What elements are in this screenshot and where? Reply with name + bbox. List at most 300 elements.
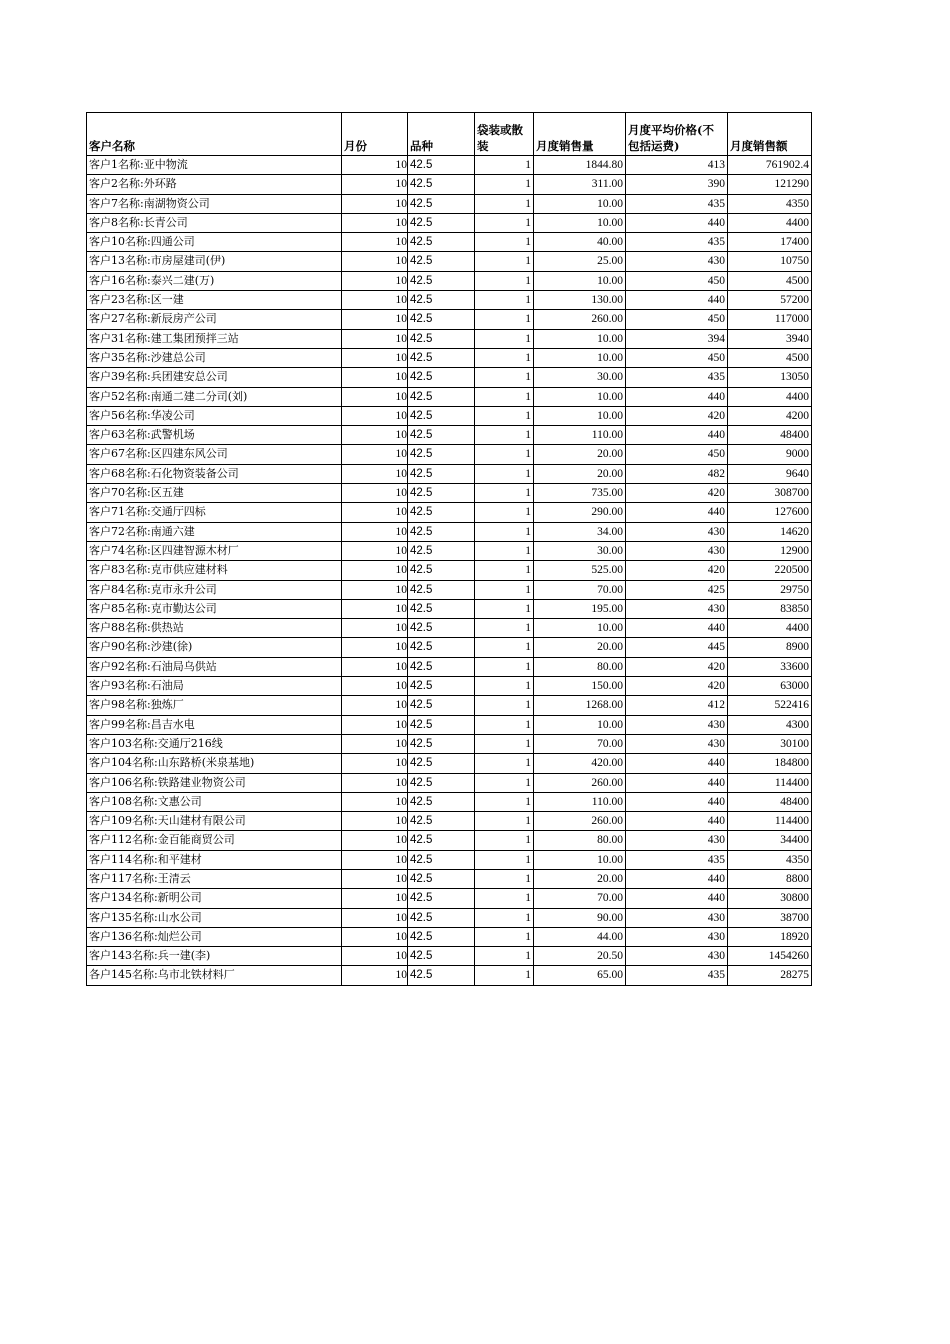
cell-customer: 各户145名称:乌市北铁材料厂 <box>87 966 342 985</box>
cell-month: 10 <box>342 619 408 638</box>
cell-month: 10 <box>342 252 408 271</box>
cell-customer: 客户109名称:天山建材有限公司 <box>87 812 342 831</box>
sales-table <box>86 112 812 986</box>
cell-packaging: 1 <box>475 561 534 580</box>
cell-variety: 42.5 <box>408 966 475 985</box>
cell-avg-price: 430 <box>626 831 728 850</box>
header-variety: 品种 <box>408 113 475 156</box>
cell-customer: 客户93名称:石油局 <box>87 677 342 696</box>
cell-volume: 20.00 <box>534 638 626 657</box>
cell-volume: 195.00 <box>534 599 626 618</box>
cell-packaging: 1 <box>475 619 534 638</box>
cell-packaging: 1 <box>475 696 534 715</box>
cell-customer: 客户85名称:克市勤达公司 <box>87 599 342 618</box>
cell-volume: 34.00 <box>534 522 626 541</box>
table-row <box>87 927 812 946</box>
header-month: 月份 <box>342 113 408 156</box>
cell-customer: 客户143名称:兵一建(李) <box>87 947 342 966</box>
cell-amount: 4300 <box>728 715 812 734</box>
cell-volume: 25.00 <box>534 252 626 271</box>
cell-month: 10 <box>342 329 408 348</box>
cell-amount: 38700 <box>728 908 812 927</box>
cell-customer: 客户31名称:建工集团预拌三站 <box>87 329 342 348</box>
cell-volume: 30.00 <box>534 368 626 387</box>
table-row <box>87 329 812 348</box>
cell-amount: 3940 <box>728 329 812 348</box>
cell-customer: 客户16名称:泰兴二建(万) <box>87 271 342 290</box>
cell-variety: 42.5 <box>408 657 475 676</box>
cell-avg-price: 420 <box>626 561 728 580</box>
cell-month: 10 <box>342 348 408 367</box>
cell-amount: 522416 <box>728 696 812 715</box>
cell-amount: 48400 <box>728 426 812 445</box>
cell-customer: 客户135名称:山水公司 <box>87 908 342 927</box>
cell-variety: 42.5 <box>408 484 475 503</box>
cell-amount: 4200 <box>728 406 812 425</box>
cell-month: 10 <box>342 175 408 194</box>
table-row <box>87 715 812 734</box>
cell-packaging: 1 <box>475 677 534 696</box>
cell-customer: 客户71名称:交通厅四标 <box>87 503 342 522</box>
cell-month: 10 <box>342 927 408 946</box>
cell-packaging: 1 <box>475 541 534 560</box>
cell-variety: 42.5 <box>408 908 475 927</box>
cell-avg-price: 413 <box>626 156 728 175</box>
cell-avg-price: 440 <box>626 792 728 811</box>
cell-month: 10 <box>342 599 408 618</box>
cell-avg-price: 435 <box>626 194 728 213</box>
cell-volume: 130.00 <box>534 291 626 310</box>
cell-variety: 42.5 <box>408 869 475 888</box>
cell-packaging: 1 <box>475 638 534 657</box>
cell-customer: 客户70名称:区五建 <box>87 484 342 503</box>
cell-customer: 客户112名称:金百能商贸公司 <box>87 831 342 850</box>
header-avg-price: 月度平均价格(不包括运费) <box>626 113 728 156</box>
cell-avg-price: 435 <box>626 966 728 985</box>
cell-month: 10 <box>342 831 408 850</box>
table-row <box>87 619 812 638</box>
cell-amount: 29750 <box>728 580 812 599</box>
cell-volume: 260.00 <box>534 310 626 329</box>
table-row <box>87 252 812 271</box>
cell-packaging: 1 <box>475 175 534 194</box>
cell-month: 10 <box>342 677 408 696</box>
cell-volume: 1844.80 <box>534 156 626 175</box>
cell-month: 10 <box>342 773 408 792</box>
cell-packaging: 1 <box>475 657 534 676</box>
cell-amount: 761902.4 <box>728 156 812 175</box>
cell-month: 10 <box>342 445 408 464</box>
cell-avg-price: 435 <box>626 850 728 869</box>
table-row <box>87 194 812 213</box>
cell-month: 10 <box>342 271 408 290</box>
cell-variety: 42.5 <box>408 387 475 406</box>
cell-amount: 48400 <box>728 792 812 811</box>
table-row <box>87 271 812 290</box>
cell-month: 10 <box>342 484 408 503</box>
cell-customer: 客户63名称:武警机场 <box>87 426 342 445</box>
cell-avg-price: 440 <box>626 889 728 908</box>
cell-month: 10 <box>342 194 408 213</box>
cell-customer: 客户27名称:新辰房产公司 <box>87 310 342 329</box>
cell-amount: 83850 <box>728 599 812 618</box>
cell-volume: 10.00 <box>534 715 626 734</box>
cell-volume: 110.00 <box>534 792 626 811</box>
cell-variety: 42.5 <box>408 754 475 773</box>
cell-volume: 10.00 <box>534 271 626 290</box>
cell-month: 10 <box>342 657 408 676</box>
cell-avg-price: 445 <box>626 638 728 657</box>
cell-month: 10 <box>342 850 408 869</box>
cell-volume: 150.00 <box>534 677 626 696</box>
cell-customer: 客户88名称:供热站 <box>87 619 342 638</box>
cell-packaging: 1 <box>475 503 534 522</box>
cell-avg-price: 440 <box>626 754 728 773</box>
cell-amount: 30800 <box>728 889 812 908</box>
cell-customer: 客户13名称:市房屋建司(伊) <box>87 252 342 271</box>
cell-volume: 735.00 <box>534 484 626 503</box>
cell-month: 10 <box>342 889 408 908</box>
table-row <box>87 734 812 753</box>
cell-amount: 1454260 <box>728 947 812 966</box>
cell-variety: 42.5 <box>408 677 475 696</box>
cell-avg-price: 430 <box>626 541 728 560</box>
table-row <box>87 657 812 676</box>
cell-month: 10 <box>342 213 408 232</box>
cell-avg-price: 440 <box>626 291 728 310</box>
cell-month: 10 <box>342 291 408 310</box>
cell-volume: 10.00 <box>534 194 626 213</box>
cell-month: 10 <box>342 387 408 406</box>
header-customer: 客户名称 <box>87 113 342 156</box>
cell-volume: 290.00 <box>534 503 626 522</box>
cell-volume: 80.00 <box>534 831 626 850</box>
cell-month: 10 <box>342 966 408 985</box>
cell-amount: 4400 <box>728 213 812 232</box>
cell-month: 10 <box>342 869 408 888</box>
cell-variety: 42.5 <box>408 792 475 811</box>
cell-packaging: 1 <box>475 329 534 348</box>
cell-volume: 20.00 <box>534 445 626 464</box>
cell-avg-price: 425 <box>626 580 728 599</box>
table-row <box>87 889 812 908</box>
cell-amount: 8900 <box>728 638 812 657</box>
cell-avg-price: 430 <box>626 927 728 946</box>
cell-customer: 客户90名称:沙建(徐) <box>87 638 342 657</box>
cell-avg-price: 430 <box>626 715 728 734</box>
cell-month: 10 <box>342 406 408 425</box>
cell-packaging: 1 <box>475 580 534 599</box>
table-row <box>87 387 812 406</box>
table-row <box>87 599 812 618</box>
cell-variety: 42.5 <box>408 213 475 232</box>
cell-variety: 42.5 <box>408 233 475 252</box>
cell-amount: 121290 <box>728 175 812 194</box>
cell-packaging: 1 <box>475 792 534 811</box>
cell-volume: 10.00 <box>534 213 626 232</box>
table-row <box>87 850 812 869</box>
cell-packaging: 1 <box>475 368 534 387</box>
cell-avg-price: 430 <box>626 734 728 753</box>
cell-volume: 90.00 <box>534 908 626 927</box>
table-row <box>87 947 812 966</box>
cell-customer: 客户98名称:独炼厂 <box>87 696 342 715</box>
cell-customer: 客户1名称:亚中物流 <box>87 156 342 175</box>
cell-packaging: 1 <box>475 445 534 464</box>
table-row <box>87 406 812 425</box>
cell-avg-price: 430 <box>626 522 728 541</box>
cell-month: 10 <box>342 580 408 599</box>
table-row <box>87 175 812 194</box>
cell-variety: 42.5 <box>408 734 475 753</box>
cell-volume: 20.00 <box>534 464 626 483</box>
header-volume: 月度销售量 <box>534 113 626 156</box>
cell-amount: 8800 <box>728 869 812 888</box>
table-row <box>87 696 812 715</box>
cell-packaging: 1 <box>475 812 534 831</box>
cell-volume: 1268.00 <box>534 696 626 715</box>
cell-packaging: 1 <box>475 426 534 445</box>
cell-avg-price: 450 <box>626 310 728 329</box>
cell-customer: 客户68名称:石化物资装备公司 <box>87 464 342 483</box>
cell-avg-price: 420 <box>626 484 728 503</box>
cell-variety: 42.5 <box>408 947 475 966</box>
table-row <box>87 561 812 580</box>
cell-avg-price: 420 <box>626 406 728 425</box>
cell-avg-price: 435 <box>626 233 728 252</box>
cell-avg-price: 440 <box>626 619 728 638</box>
cell-amount: 28275 <box>728 966 812 985</box>
cell-month: 10 <box>342 541 408 560</box>
table-row <box>87 831 812 850</box>
cell-customer: 客户56名称:华凌公司 <box>87 406 342 425</box>
cell-amount: 17400 <box>728 233 812 252</box>
cell-amount: 114400 <box>728 773 812 792</box>
cell-month: 10 <box>342 812 408 831</box>
cell-amount: 10750 <box>728 252 812 271</box>
cell-packaging: 1 <box>475 754 534 773</box>
cell-volume: 311.00 <box>534 175 626 194</box>
cell-avg-price: 440 <box>626 213 728 232</box>
cell-variety: 42.5 <box>408 194 475 213</box>
cell-variety: 42.5 <box>408 715 475 734</box>
cell-customer: 客户39名称:兵团建安总公司 <box>87 368 342 387</box>
cell-variety: 42.5 <box>408 175 475 194</box>
cell-amount: 308700 <box>728 484 812 503</box>
cell-volume: 420.00 <box>534 754 626 773</box>
cell-amount: 4350 <box>728 850 812 869</box>
cell-month: 10 <box>342 368 408 387</box>
cell-avg-price: 440 <box>626 387 728 406</box>
cell-variety: 42.5 <box>408 329 475 348</box>
cell-volume: 70.00 <box>534 734 626 753</box>
cell-packaging: 1 <box>475 927 534 946</box>
cell-amount: 4350 <box>728 194 812 213</box>
cell-variety: 42.5 <box>408 464 475 483</box>
cell-packaging: 1 <box>475 484 534 503</box>
table-row <box>87 773 812 792</box>
header-row <box>87 113 812 156</box>
cell-variety: 42.5 <box>408 310 475 329</box>
cell-variety: 42.5 <box>408 812 475 831</box>
cell-amount: 30100 <box>728 734 812 753</box>
cell-customer: 客户103名称:交通厅216线 <box>87 734 342 753</box>
table-row <box>87 310 812 329</box>
cell-month: 10 <box>342 696 408 715</box>
table-row <box>87 677 812 696</box>
cell-amount: 117000 <box>728 310 812 329</box>
cell-month: 10 <box>342 734 408 753</box>
cell-variety: 42.5 <box>408 348 475 367</box>
cell-packaging: 1 <box>475 850 534 869</box>
cell-packaging: 1 <box>475 464 534 483</box>
cell-volume: 260.00 <box>534 773 626 792</box>
cell-volume: 10.00 <box>534 387 626 406</box>
cell-variety: 42.5 <box>408 541 475 560</box>
cell-variety: 42.5 <box>408 580 475 599</box>
table-row <box>87 541 812 560</box>
cell-avg-price: 450 <box>626 348 728 367</box>
cell-variety: 42.5 <box>408 368 475 387</box>
cell-amount: 4500 <box>728 348 812 367</box>
cell-packaging: 1 <box>475 947 534 966</box>
cell-volume: 10.00 <box>534 406 626 425</box>
cell-customer: 客户10名称:四通公司 <box>87 233 342 252</box>
cell-volume: 10.00 <box>534 329 626 348</box>
cell-avg-price: 450 <box>626 445 728 464</box>
cell-avg-price: 440 <box>626 869 728 888</box>
cell-variety: 42.5 <box>408 426 475 445</box>
cell-variety: 42.5 <box>408 850 475 869</box>
cell-avg-price: 420 <box>626 657 728 676</box>
cell-volume: 110.00 <box>534 426 626 445</box>
cell-packaging: 1 <box>475 734 534 753</box>
cell-month: 10 <box>342 947 408 966</box>
table-row <box>87 792 812 811</box>
cell-volume: 30.00 <box>534 541 626 560</box>
cell-avg-price: 450 <box>626 271 728 290</box>
cell-variety: 42.5 <box>408 619 475 638</box>
cell-variety: 42.5 <box>408 638 475 657</box>
cell-volume: 70.00 <box>534 580 626 599</box>
cell-amount: 57200 <box>728 291 812 310</box>
cell-amount: 9640 <box>728 464 812 483</box>
cell-avg-price: 440 <box>626 773 728 792</box>
cell-customer: 客户134名称:新明公司 <box>87 889 342 908</box>
cell-month: 10 <box>342 792 408 811</box>
table-row <box>87 812 812 831</box>
cell-amount: 9000 <box>728 445 812 464</box>
cell-avg-price: 420 <box>626 677 728 696</box>
cell-amount: 127600 <box>728 503 812 522</box>
cell-customer: 客户104名称:山东路桥(米泉基地) <box>87 754 342 773</box>
cell-volume: 20.50 <box>534 947 626 966</box>
cell-amount: 4400 <box>728 619 812 638</box>
table-row <box>87 348 812 367</box>
cell-amount: 33600 <box>728 657 812 676</box>
cell-amount: 63000 <box>728 677 812 696</box>
table-row <box>87 156 812 175</box>
cell-customer: 客户99名称:昌吉水电 <box>87 715 342 734</box>
cell-volume: 260.00 <box>534 812 626 831</box>
cell-amount: 18920 <box>728 927 812 946</box>
cell-packaging: 1 <box>475 599 534 618</box>
cell-packaging: 1 <box>475 966 534 985</box>
table-row <box>87 233 812 252</box>
cell-volume: 10.00 <box>534 619 626 638</box>
cell-packaging: 1 <box>475 194 534 213</box>
cell-customer: 客户67名称:区四建东风公司 <box>87 445 342 464</box>
cell-packaging: 1 <box>475 310 534 329</box>
table-row <box>87 522 812 541</box>
cell-customer: 客户2名称:外环路 <box>87 175 342 194</box>
cell-avg-price: 412 <box>626 696 728 715</box>
cell-variety: 42.5 <box>408 445 475 464</box>
cell-volume: 44.00 <box>534 927 626 946</box>
table-row <box>87 638 812 657</box>
cell-variety: 42.5 <box>408 773 475 792</box>
cell-customer: 客户92名称:石油局乌供站 <box>87 657 342 676</box>
cell-avg-price: 482 <box>626 464 728 483</box>
cell-variety: 42.5 <box>408 252 475 271</box>
cell-variety: 42.5 <box>408 503 475 522</box>
cell-variety: 42.5 <box>408 271 475 290</box>
cell-customer: 客户7名称:南湖物资公司 <box>87 194 342 213</box>
cell-packaging: 1 <box>475 348 534 367</box>
cell-packaging: 1 <box>475 387 534 406</box>
table-row <box>87 580 812 599</box>
cell-volume: 65.00 <box>534 966 626 985</box>
cell-variety: 42.5 <box>408 561 475 580</box>
cell-avg-price: 440 <box>626 426 728 445</box>
cell-month: 10 <box>342 503 408 522</box>
cell-packaging: 1 <box>475 406 534 425</box>
cell-month: 10 <box>342 715 408 734</box>
cell-variety: 42.5 <box>408 156 475 175</box>
cell-avg-price: 390 <box>626 175 728 194</box>
table-row <box>87 426 812 445</box>
cell-amount: 184800 <box>728 754 812 773</box>
cell-month: 10 <box>342 464 408 483</box>
cell-month: 10 <box>342 426 408 445</box>
cell-packaging: 1 <box>475 271 534 290</box>
cell-avg-price: 430 <box>626 908 728 927</box>
cell-variety: 42.5 <box>408 831 475 850</box>
cell-avg-price: 430 <box>626 599 728 618</box>
cell-avg-price: 430 <box>626 252 728 271</box>
cell-variety: 42.5 <box>408 291 475 310</box>
cell-amount: 114400 <box>728 812 812 831</box>
cell-packaging: 1 <box>475 522 534 541</box>
cell-packaging: 1 <box>475 773 534 792</box>
cell-amount: 12900 <box>728 541 812 560</box>
cell-volume: 525.00 <box>534 561 626 580</box>
header-packaging: 袋装或散装 <box>475 113 534 156</box>
cell-amount: 14620 <box>728 522 812 541</box>
header-amount: 月度销售额 <box>728 113 812 156</box>
cell-volume: 10.00 <box>534 850 626 869</box>
cell-variety: 42.5 <box>408 927 475 946</box>
cell-month: 10 <box>342 908 408 927</box>
cell-month: 10 <box>342 561 408 580</box>
cell-customer: 客户8名称:长青公司 <box>87 213 342 232</box>
cell-month: 10 <box>342 522 408 541</box>
cell-month: 10 <box>342 754 408 773</box>
cell-avg-price: 435 <box>626 368 728 387</box>
cell-month: 10 <box>342 156 408 175</box>
cell-volume: 20.00 <box>534 869 626 888</box>
cell-volume: 40.00 <box>534 233 626 252</box>
